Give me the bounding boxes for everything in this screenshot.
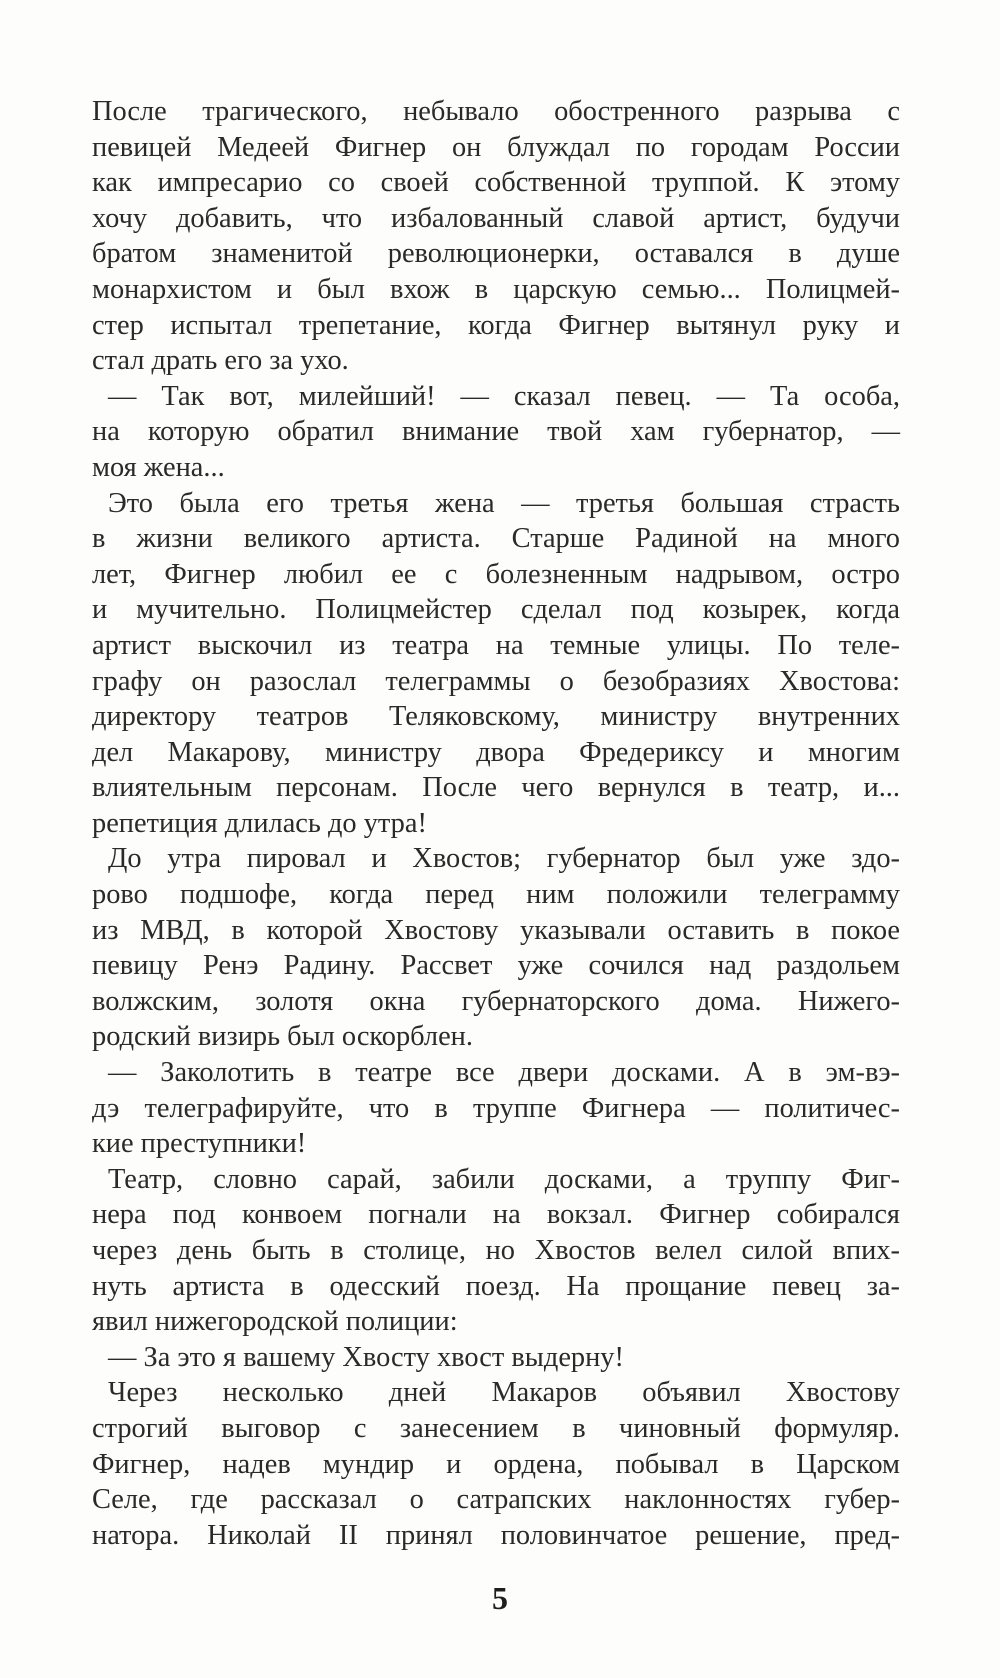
text-line: в жизни великого артиста. Старше Радиной на много [92,523,900,555]
text-line: графу он разослал телеграммы о безобразиях Хвостова: [92,665,900,697]
paragraph [92,1375,900,1553]
text-line: на которую обратил внимание твой хам губернатор, — [92,416,900,448]
text-line: рово подшофе, когда перед ним положили телеграмму [92,879,900,911]
text-line: братом знаменитой революционерки, оставался в душе [92,238,900,270]
text-line: — Заколотить в театре все двери досками. А в эм-вэ- [108,1057,900,1089]
text-line: артист выскочил из театра на темные улицы. По теле- [92,629,900,661]
text-line: певицу Ренэ Радину. Рассвет уже сочился над раздольем [92,950,900,982]
text-line: После трагического, небывало обостренного разрыва с [92,96,900,127]
paragraph [92,1340,900,1376]
text-line: волжским, золотя окна губернаторского дома. Нижего- [92,985,900,1017]
text-line: строгий выговор с занесением в чиновный формуляр. [92,1412,900,1444]
paragraph [92,1055,900,1162]
text-line: и мучительно. Полицмейстер сделал под козырек, когда [92,594,900,626]
text-line: До утра пировал и Хвостов; губернатор был уже здо- [108,843,900,875]
text-line: через день быть в столице, но Хвостов велел силой впих- [92,1235,900,1266]
text-line: Театр, словно сарай, забили досками, а труппу Фиг- [108,1163,900,1195]
text-line: дэ телеграфируйте, что в труппе Фигнера — политичес- [92,1092,900,1124]
text-line: репетиция длилась до утра! [92,807,427,839]
text-line: директору театров Теляковскому, министру внутренних [92,701,900,733]
text-line: — За это я вашему Хвосту хвост выдерну! [108,1341,624,1373]
paragraph [92,486,900,842]
text-line: Через несколько дней Макаров объявил Хвостову [108,1377,900,1409]
text-line: певицей Медеей Фигнер он блуждал по городам России [92,131,900,163]
text-line: нуть артиста в одесский поезд. На прощание певец за- [92,1270,900,1302]
text-line: явил нижегородской полиции: [92,1306,458,1338]
text-line: лет, Фигнер любил ее с болезненным надрывом, остро [92,558,900,590]
text-line: дел Макарову, министру двора Фредериксу и многим [92,736,900,768]
text-line: кие преступники! [92,1128,307,1160]
text-line: как импресарио со своей собственной труппой. К этому [92,167,900,199]
text-line: стер испытал трепетание, когда Фигнер вытянул руку и [92,309,900,341]
paragraph [92,841,900,1055]
text-line: натора. Николай II принял половинчатое решение, пред- [92,1519,900,1551]
text-line: родский визирь был оскорблен. [92,1021,473,1053]
paragraph [92,1162,900,1340]
text-line: влиятельным персонам. После чего вернулся в театр, и... [92,772,900,804]
text-line: из МВД, в которой Хвостову указывали оставить в покое [92,914,900,946]
text-line: хочу добавить, что избалованный славой артист, будучи [92,202,900,234]
text-line: Это была его третья жена — третья большая страсть [108,487,900,519]
text-line: стал драть его за ухо. [92,345,349,377]
paragraph [92,94,900,379]
body-text [92,94,900,1553]
text-line: — Так вот, милейший! — сказал певец. — Та особа, [108,380,900,412]
text-line: нера под конвоем погнали на вокзал. Фигнер собирался [92,1199,900,1231]
text-line: Селе, где рассказал о сатрапских наклонностях губер- [92,1484,900,1516]
paragraph [92,379,900,486]
text-line: Фигнер, надев мундир и ордена, побывал в Царском [92,1448,900,1480]
page-number: 5 [492,1580,508,1616]
text-line: моя жена... [92,451,225,483]
text-line: монархистом и был вхож в царскую семью... Полицмей- [92,273,900,305]
